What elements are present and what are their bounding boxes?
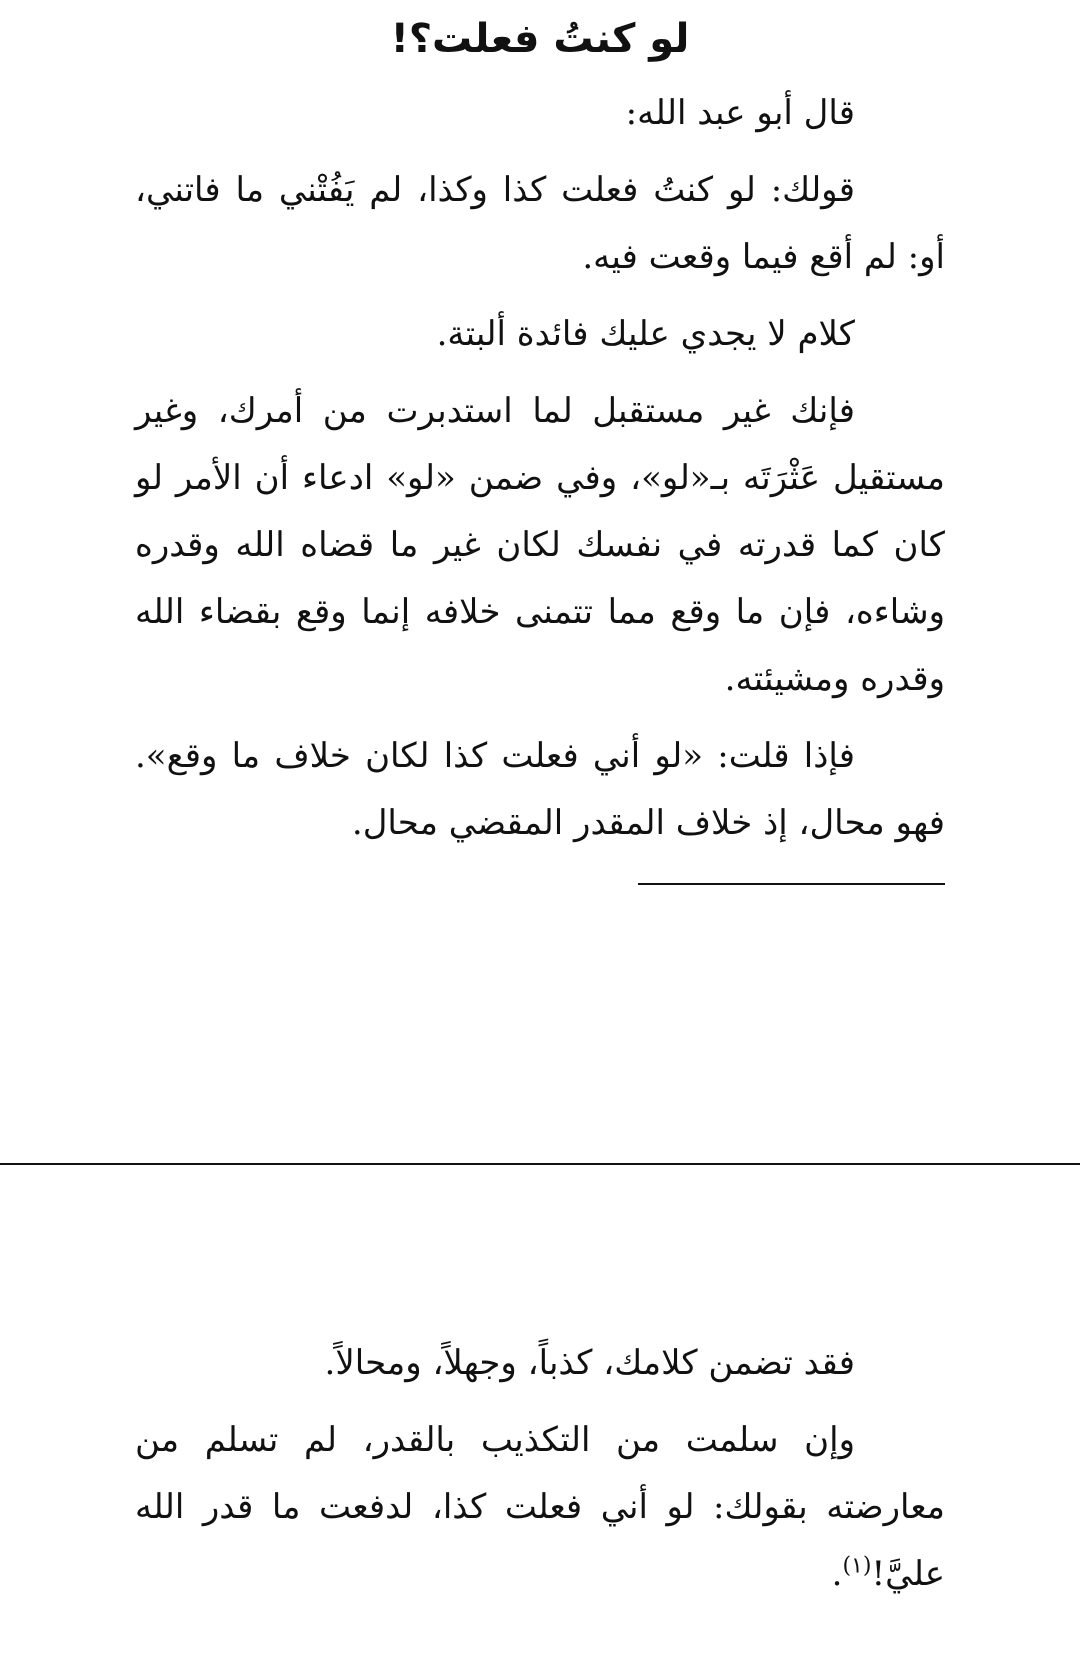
bottom-text-block (135, 1330, 945, 1618)
page-title: لو كنتُ فعلت؟! (390, 16, 690, 62)
paragraph-useless: كلام لا يجدي عليك فائدة ألبتة. (436, 314, 855, 354)
paragraph-explanation: فإنك غير مستقبل لما استدبرت من أمرك، وغير مستقيل عَثْرَتَه بـ«لو»، وفي ضمن «لو» ادعاء أن الأمر لو كان كما قدرته في نفسك لكان غير ما قضاه الله وقدره وشاءه، فإن ما وقع مما تتمنى خلافه إنما وقع بقضاء الله وقدره ومشيئته. (135, 391, 945, 699)
paragraph-contains: فقد تضمن كلامك، كذباً، وجهلاً، ومحالاً. (324, 1343, 855, 1383)
paragraph-opposition (135, 1407, 945, 1608)
footnote-marker[interactable]: (١) (842, 1553, 872, 1579)
paragraph-saying: قولك: لو كنتُ فعلت كذا وكذا، لم يَفُتْني ما فاتني، أو: لم أقع فيما وقعت فيه. (135, 170, 945, 277)
paragraph-conclusion: فإذا قلت: «لو أني فعلت كذا لكان خلاف ما وقع». فهو محال، إذ خلاف المقدر المقضي محال. (135, 736, 945, 843)
paragraph-opposition-text: وإن سلمت من التكذيب بالقدر، لم تسلم من معارضته بقولك: لو أني فعلت كذا، لدفعت ما قدر الله عليَّ! (135, 1420, 945, 1594)
page-break-line (0, 1163, 1080, 1165)
footnote-divider (638, 883, 945, 885)
top-text-block (135, 80, 945, 867)
paragraph-intro: قال أبو عبد الله: (625, 93, 855, 133)
final-period: . (831, 1554, 843, 1594)
